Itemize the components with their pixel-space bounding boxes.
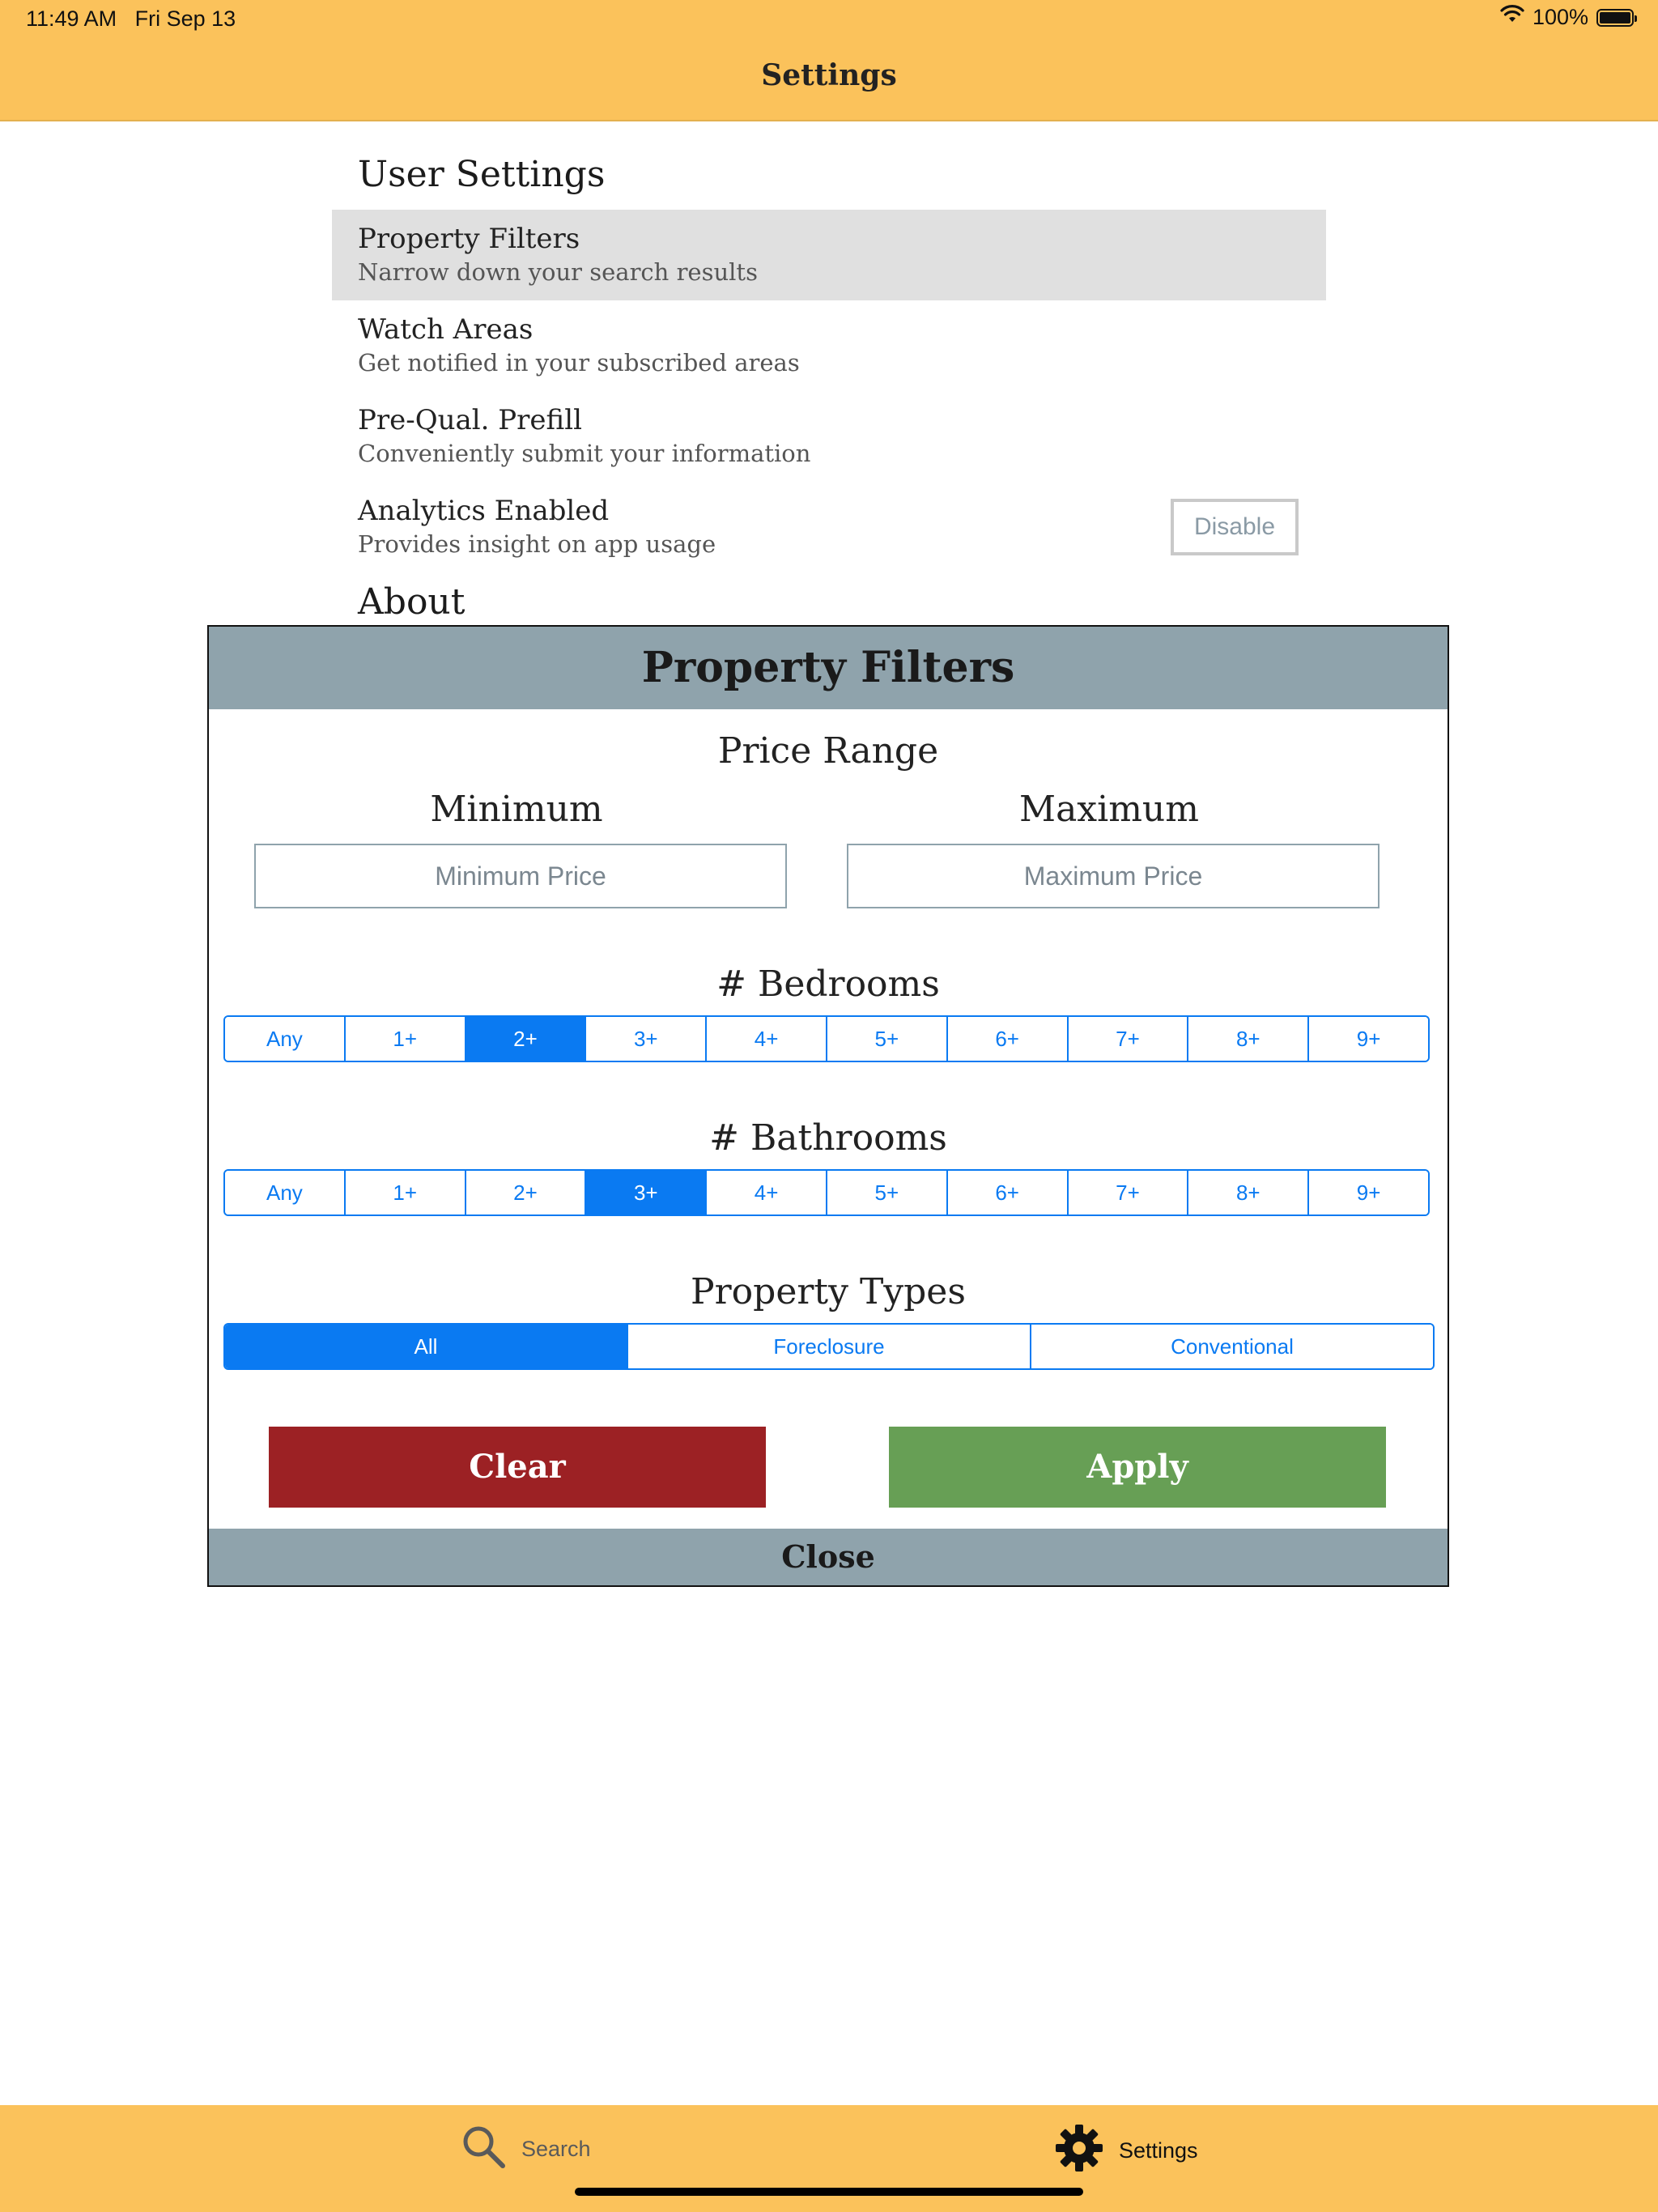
- settings-row-pre-qual-prefill[interactable]: [332, 391, 1326, 482]
- bathrooms-option-5[interactable]: 5+: [827, 1171, 948, 1214]
- row-title: Property Filters: [358, 223, 580, 255]
- page-title: Settings: [761, 58, 897, 92]
- row-title: Watch Areas: [358, 313, 534, 346]
- bathrooms-option-9[interactable]: 9+: [1309, 1171, 1428, 1214]
- tab-search-label: Search: [521, 2137, 591, 2161]
- property-types-segmented-control: [223, 1323, 1435, 1370]
- tab-settings[interactable]: [1054, 2123, 1198, 2179]
- status-bar-right: [1500, 5, 1634, 30]
- wifi-icon: [1500, 5, 1524, 30]
- bathrooms-option-8[interactable]: 8+: [1188, 1171, 1309, 1214]
- row-subtitle: Provides insight on app usage: [358, 530, 716, 558]
- search-icon: [460, 2123, 507, 2176]
- bedrooms-option-6[interactable]: 6+: [948, 1017, 1069, 1061]
- property-type-all[interactable]: All: [225, 1325, 628, 1368]
- status-bar-time: [26, 6, 236, 32]
- bedrooms-option-8[interactable]: 8+: [1188, 1017, 1309, 1061]
- maximum-label: Maximum: [1019, 789, 1199, 830]
- bathrooms-option-7[interactable]: 7+: [1069, 1171, 1189, 1214]
- tab-search[interactable]: [460, 2123, 591, 2176]
- bedrooms-option-any[interactable]: Any: [225, 1017, 346, 1061]
- bathrooms-option-2[interactable]: 2+: [466, 1171, 587, 1214]
- bathrooms-label: # Bathrooms: [709, 1117, 947, 1159]
- user-settings-header: User Settings: [358, 154, 606, 195]
- bedrooms-option-1[interactable]: 1+: [346, 1017, 466, 1061]
- bathrooms-option-3[interactable]: 3+: [586, 1171, 707, 1214]
- minimum-price-input[interactable]: [254, 844, 787, 908]
- bathrooms-option-6[interactable]: 6+: [948, 1171, 1069, 1214]
- gear-icon: [1054, 2123, 1104, 2179]
- bathrooms-option-any[interactable]: Any: [225, 1171, 346, 1214]
- bathrooms-segmented-control: [223, 1169, 1430, 1216]
- tab-bar: [0, 2105, 1658, 2212]
- about-header: About: [358, 581, 466, 623]
- property-type-conventional[interactable]: Conventional: [1031, 1325, 1433, 1368]
- close-button[interactable]: Close: [209, 1529, 1448, 1585]
- apply-button[interactable]: Apply: [889, 1427, 1386, 1508]
- disable-analytics-button[interactable]: Disable: [1171, 499, 1299, 555]
- bedrooms-option-4[interactable]: 4+: [707, 1017, 827, 1061]
- bedrooms-option-9[interactable]: 9+: [1309, 1017, 1428, 1061]
- battery-icon: [1596, 9, 1634, 27]
- row-title: Analytics Enabled: [358, 495, 610, 527]
- property-types-label: Property Types: [691, 1271, 966, 1312]
- status-date: Fri Sep 13: [134, 6, 236, 31]
- minimum-label: Minimum: [430, 789, 603, 830]
- bedrooms-segmented-control: [223, 1015, 1430, 1062]
- settings-row-property-filters[interactable]: [332, 210, 1326, 300]
- price-range-label: Price Range: [717, 730, 939, 772]
- navigation-bar: [0, 0, 1658, 121]
- bedrooms-option-2[interactable]: 2+: [466, 1017, 587, 1061]
- status-time: 11:49 AM: [26, 6, 117, 31]
- property-type-foreclosure[interactable]: Foreclosure: [628, 1325, 1031, 1368]
- bathrooms-option-1[interactable]: 1+: [346, 1171, 466, 1214]
- row-subtitle: Get notified in your subscribed areas: [358, 349, 800, 376]
- settings-row-watch-areas[interactable]: [332, 300, 1326, 391]
- row-subtitle: Narrow down your search results: [358, 258, 758, 286]
- clear-button[interactable]: Clear: [269, 1427, 766, 1508]
- bedrooms-option-3[interactable]: 3+: [586, 1017, 707, 1061]
- bathrooms-option-4[interactable]: 4+: [707, 1171, 827, 1214]
- bedrooms-option-5[interactable]: 5+: [827, 1017, 948, 1061]
- bedrooms-label: # Bedrooms: [716, 963, 940, 1005]
- tab-settings-label: Settings: [1119, 2138, 1198, 2163]
- bedrooms-option-7[interactable]: 7+: [1069, 1017, 1189, 1061]
- home-indicator[interactable]: [575, 2188, 1083, 2196]
- property-filters-modal: [207, 625, 1449, 1587]
- battery-percentage: 100%: [1532, 5, 1588, 29]
- modal-title: Property Filters: [209, 627, 1448, 709]
- row-title: Pre-Qual. Prefill: [358, 404, 582, 436]
- row-subtitle: Conveniently submit your information: [358, 440, 811, 467]
- maximum-price-input[interactable]: [847, 844, 1380, 908]
